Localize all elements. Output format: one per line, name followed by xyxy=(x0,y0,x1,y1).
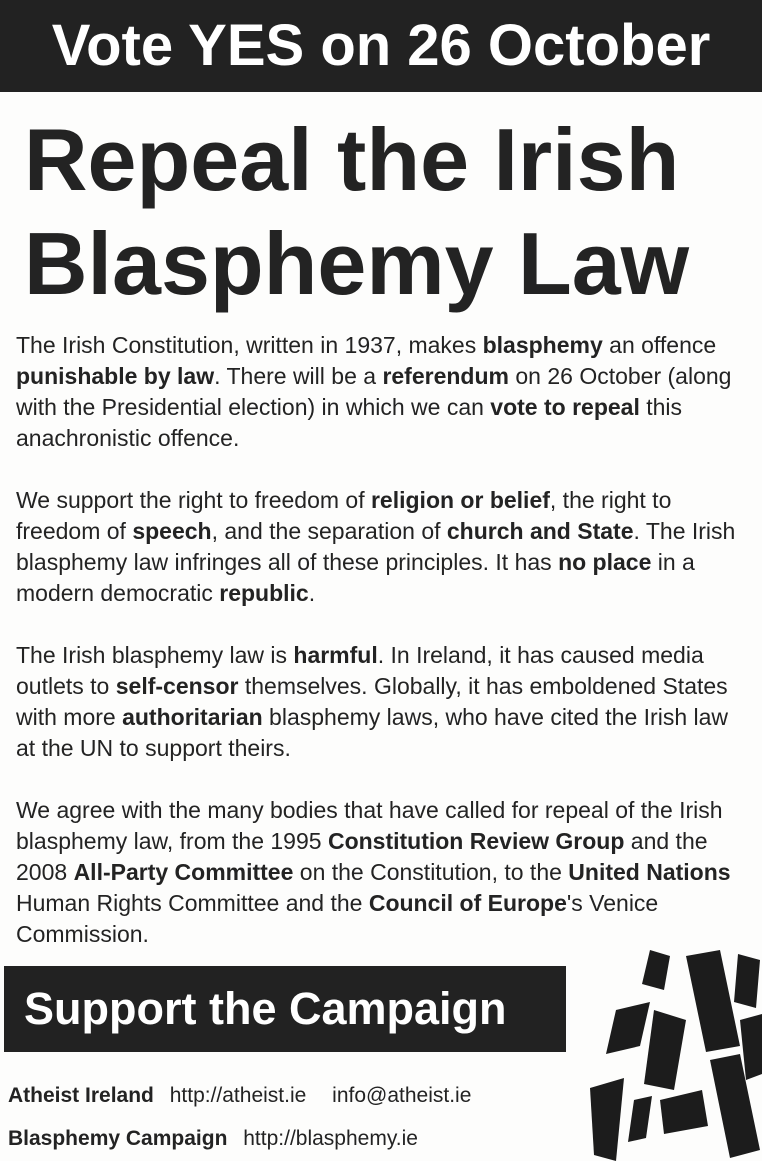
contact-line-atheist-ireland xyxy=(8,1083,471,1109)
atheist-ireland-a-logo-icon xyxy=(590,950,762,1161)
text-run: The Irish blasphemy law is xyxy=(16,642,294,668)
website-link[interactable]: http://atheist.ie xyxy=(169,1084,307,1107)
bold-phrase: United Nations xyxy=(568,859,731,885)
text-run: 's Venice Commission. xyxy=(16,890,659,947)
bold-phrase: All-Party Committee xyxy=(73,859,294,885)
text-run: and the 2008 xyxy=(16,828,708,885)
text-run: an offence xyxy=(602,332,717,358)
bold-phrase: republic xyxy=(219,580,309,606)
paragraph xyxy=(16,330,752,454)
bold-phrase: authoritarian xyxy=(122,704,263,730)
body-text xyxy=(16,330,752,981)
org-name: Blasphemy Campaign xyxy=(8,1127,228,1150)
bold-phrase: Council of Europe xyxy=(368,890,567,916)
bold-phrase: Constitution Review Group xyxy=(327,828,625,854)
paragraph xyxy=(16,795,752,950)
text-run: We agree with the many bodies that have called for repeal of the Irish blasphemy law, from the 1995 xyxy=(16,797,723,854)
org-name: Atheist Ireland xyxy=(8,1084,154,1107)
bold-phrase: speech xyxy=(132,518,212,544)
bold-phrase: punishable by law xyxy=(16,363,215,389)
bold-phrase: harmful xyxy=(293,642,378,668)
bold-phrase: no place xyxy=(558,549,652,575)
text-run: . xyxy=(308,580,316,606)
text-run: on 26 October (along with the Presidential election) in which we can xyxy=(16,363,732,420)
bold-phrase: blasphemy xyxy=(482,332,603,358)
support-banner: Support the Campaign xyxy=(4,966,566,1052)
text-run: in a modern democratic xyxy=(16,549,695,606)
text-run: on the Constitution, to the xyxy=(293,859,569,885)
contact-line-blasphemy-campaign xyxy=(8,1126,418,1152)
paragraph xyxy=(16,485,752,609)
text-run: . The Irish blasphemy law infringes all of these principles. It has xyxy=(16,518,736,575)
text-run: , and the separation of xyxy=(211,518,447,544)
email-link[interactable]: info@atheist.ie xyxy=(332,1084,472,1107)
text-run: Human Rights Committee and the xyxy=(16,890,369,916)
title-line-1: Repeal the Irish xyxy=(24,110,680,209)
text-run: We support the right to freedom of xyxy=(16,487,371,513)
text-run: . In Ireland, it has caused media outlets to xyxy=(16,642,704,699)
bold-phrase: self-censor xyxy=(115,673,239,699)
text-run: themselves. Globally, it has emboldened States with more xyxy=(16,673,728,730)
text-run: , the right to freedom of xyxy=(16,487,672,544)
page-title xyxy=(24,108,754,316)
website-link[interactable]: http://blasphemy.ie xyxy=(243,1127,418,1150)
text-run: blasphemy laws, who have cited the Irish law at the UN to support theirs. xyxy=(16,704,729,761)
bold-phrase: church and State xyxy=(446,518,634,544)
title-line-2: Blasphemy Law xyxy=(24,214,690,313)
text-run: The Irish Constitution, written in 1937, makes xyxy=(16,332,483,358)
bold-phrase: religion or belief xyxy=(370,487,550,513)
bold-phrase: vote to repeal xyxy=(490,394,640,420)
bold-phrase: referendum xyxy=(382,363,509,389)
vote-banner: Vote YES on 26 October xyxy=(0,0,762,92)
text-run: . There will be a xyxy=(214,363,383,389)
text-run: this anachronistic offence. xyxy=(16,394,683,451)
paragraph xyxy=(16,640,752,764)
